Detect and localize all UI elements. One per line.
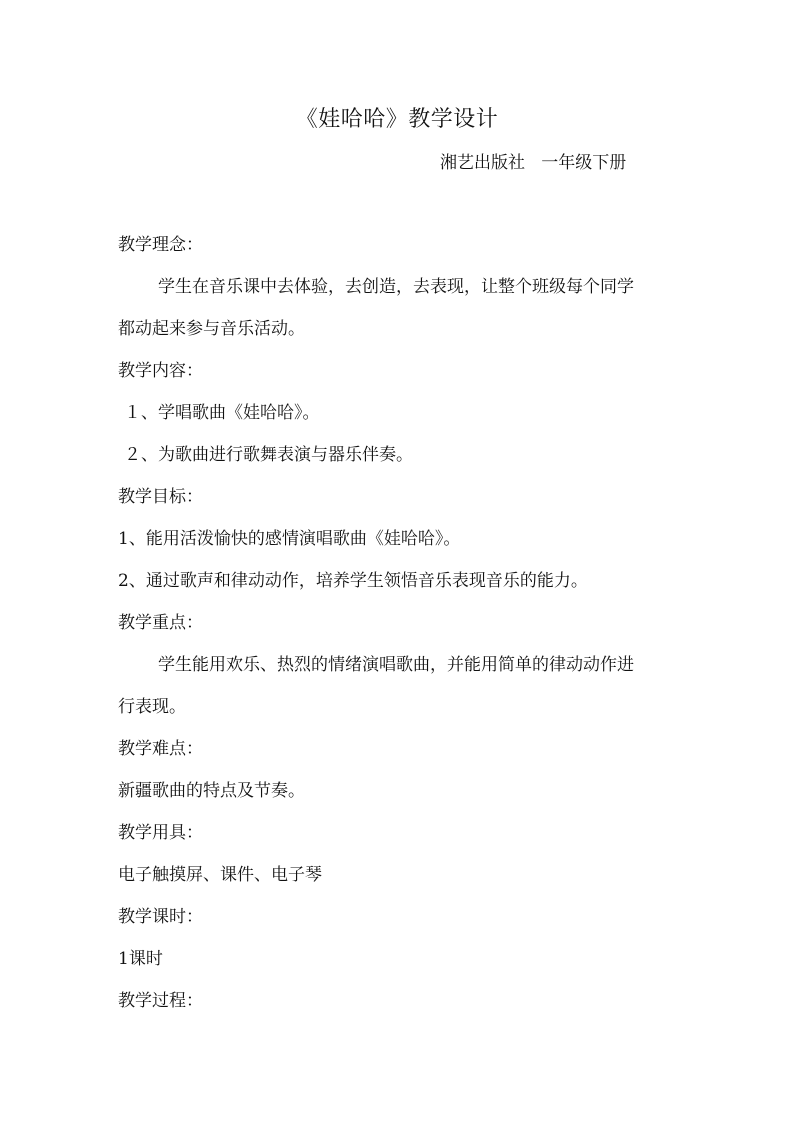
tools-text: 电子触摸屏、课件、电子琴 (118, 865, 322, 885)
document-subtitle: 湘艺出版社 一年级下册 (440, 153, 627, 173)
focus-paragraph-line: 学生能用欢乐、热烈的情绪演唱歌曲，并能用简单的律动动作进 (158, 655, 634, 675)
content-heading: 教学内容： (118, 361, 203, 381)
goal-heading: 教学目标： (118, 487, 203, 507)
document-title: 《娃哈哈》教学设计 (295, 107, 499, 132)
idea-paragraph-line: 都动起来参与音乐活动。 (118, 319, 305, 339)
content-list-item: ２、为歌曲进行歌舞表演与器乐伴奏。 (124, 445, 413, 465)
hours-text: 1课时 (118, 949, 163, 969)
difficulty-heading: 教学难点： (118, 739, 203, 759)
difficulty-text: 新疆歌曲的特点及节奏。 (118, 781, 305, 801)
focus-heading: 教学重点： (118, 613, 203, 633)
process-heading: 教学过程： (118, 991, 203, 1011)
idea-heading: 教学理念： (118, 235, 203, 255)
hours-heading: 教学课时： (118, 907, 203, 927)
focus-paragraph-line: 行表现。 (118, 697, 186, 717)
goal-list-item: 2、通过歌声和律动动作，培养学生领悟音乐表现音乐的能力。 (118, 571, 588, 591)
content-list-item: １、学唱歌曲《娃哈哈》。 (124, 403, 320, 423)
tools-heading: 教学用具： (118, 823, 203, 843)
goal-list-item: 1、能用活泼愉快的感情演唱歌曲《娃哈哈》。 (118, 529, 461, 549)
idea-paragraph-line: 学生在音乐课中去体验，去创造，去表现，让整个班级每个同学 (158, 277, 634, 297)
